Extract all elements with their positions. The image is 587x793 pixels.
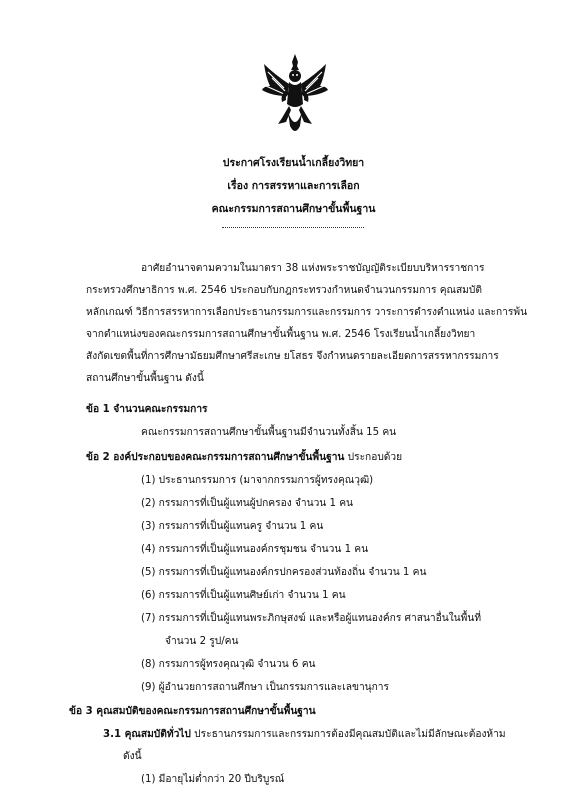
clause-2-item: (3) กรรมการที่เป็นผู้แทนครู จำนวน 1 คน bbox=[141, 521, 324, 532]
announcement-subject: เรื่อง การสรรหาและการเลือก bbox=[227, 180, 360, 192]
announcement-title: ประกาศโรงเรียนน้ำเกลี้ยงวิทยา bbox=[222, 157, 365, 169]
clause-3-1-text: ประธานกรรมการและกรรมการต้องมีคุณสมบัติและไม่มีลักษณะต้องห้าม bbox=[194, 729, 506, 740]
clause-3-heading: ข้อ 3 คุณสมบัติของคณะกรรมการสถานศึกษาขั้นพื้นฐาน bbox=[69, 706, 316, 717]
clause-2-item-continuation: จำนวน 2 รูป/คน bbox=[165, 636, 239, 647]
clause-1-body: คณะกรรมการสถานศึกษาขั้นพื้นฐานมีจำนวนทั้งสิ้น 15 คน bbox=[141, 427, 397, 438]
intro-line: หลักเกณฑ์ วิธีการสรรหาการเลือกประธานกรรมการและกรรมการ วาระการดำรงตำแหน่ง และการพ้น bbox=[86, 307, 528, 318]
clause-2-heading-row bbox=[86, 449, 402, 465]
clause-2-item: (2) กรรมการที่เป็นผู้แทนผู้ปกครอง จำนวน 1 คน bbox=[141, 498, 353, 509]
intro-line: อาศัยอำนาจตามความในมาตรา 38 แห่งพระราชบัญญัติระเบียบบริหารราชการ bbox=[141, 263, 485, 274]
title-divider bbox=[222, 227, 364, 228]
clause-1-heading: ข้อ 1 จำนวนคณะกรรมการ bbox=[86, 404, 208, 415]
clause-2-item: (5) กรรมการที่เป็นผู้แทนองค์กรปกครองส่วนท้องถิ่น จำนวน 1 คน bbox=[141, 567, 427, 578]
intro-line: สังกัดเขตพื้นที่การศึกษามัธยมศึกษาศรีสะเกษ ยโสธร จึงกำหนดรายละเอียดการสรรหากรรมการ bbox=[86, 351, 499, 362]
clause-2-item: (6) กรรมการที่เป็นผู้แทนศิษย์เก่า จำนวน 1 คน bbox=[141, 590, 346, 601]
clause-3-1-continuation: ดังนี้ bbox=[123, 751, 142, 762]
clause-3-1-label: 3.1 คุณสมบัติทั่วไป bbox=[103, 729, 191, 740]
clause-2-heading-suffix: ประกอบด้วย bbox=[347, 452, 403, 463]
garuda-emblem-icon bbox=[260, 52, 330, 136]
clause-3-1-row bbox=[103, 726, 506, 742]
intro-line: สถานศึกษาขั้นพื้นฐาน ดังนี้ bbox=[86, 373, 204, 384]
intro-line: กระทรวงศึกษาธิการ พ.ศ. 2546 ประกอบกับกฎกระทรวงกำหนดจำนวนกรรมการ คุณสมบัติ bbox=[86, 285, 482, 296]
clause-2-item: (7) กรรมการที่เป็นผู้แทนพระภิกษุสงฆ์ และหรือผู้แทนองค์กร ศาสนาอื่นในพื้นที่ bbox=[141, 613, 482, 624]
clause-2-item: (1) ประธานกรรมการ (มาจากกรรมการผู้ทรงคุณวุฒิ) bbox=[141, 475, 374, 486]
clause-3-1-item: (1) มีอายุไม่ต่ำกว่า 20 ปีบริบูรณ์ bbox=[141, 774, 285, 785]
clause-2-heading: ข้อ 2 องค์ประกอบของคณะกรรมการสถานศึกษาขั้นพื้นฐาน bbox=[86, 452, 345, 463]
intro-line: จากตำแหน่งของคณะกรรมการสถานศึกษาขั้นพื้นฐาน พ.ศ. 2546 โรงเรียนน้ำเกลี้ยงวิทยา bbox=[86, 329, 476, 340]
clause-2-item: (8) กรรมการผู้ทรงคุณวุฒิ จำนวน 6 คน bbox=[141, 659, 316, 670]
announcement-subtitle: คณะกรรมการสถานศึกษาขั้นพื้นฐาน bbox=[211, 203, 376, 215]
clause-2-item: (4) กรรมการที่เป็นผู้แทนองค์กรชุมชน จำนวน 1 คน bbox=[141, 544, 369, 555]
clause-2-item: (9) ผู้อำนวยการสถานศึกษา เป็นกรรมการและเลขานุการ bbox=[141, 682, 389, 693]
